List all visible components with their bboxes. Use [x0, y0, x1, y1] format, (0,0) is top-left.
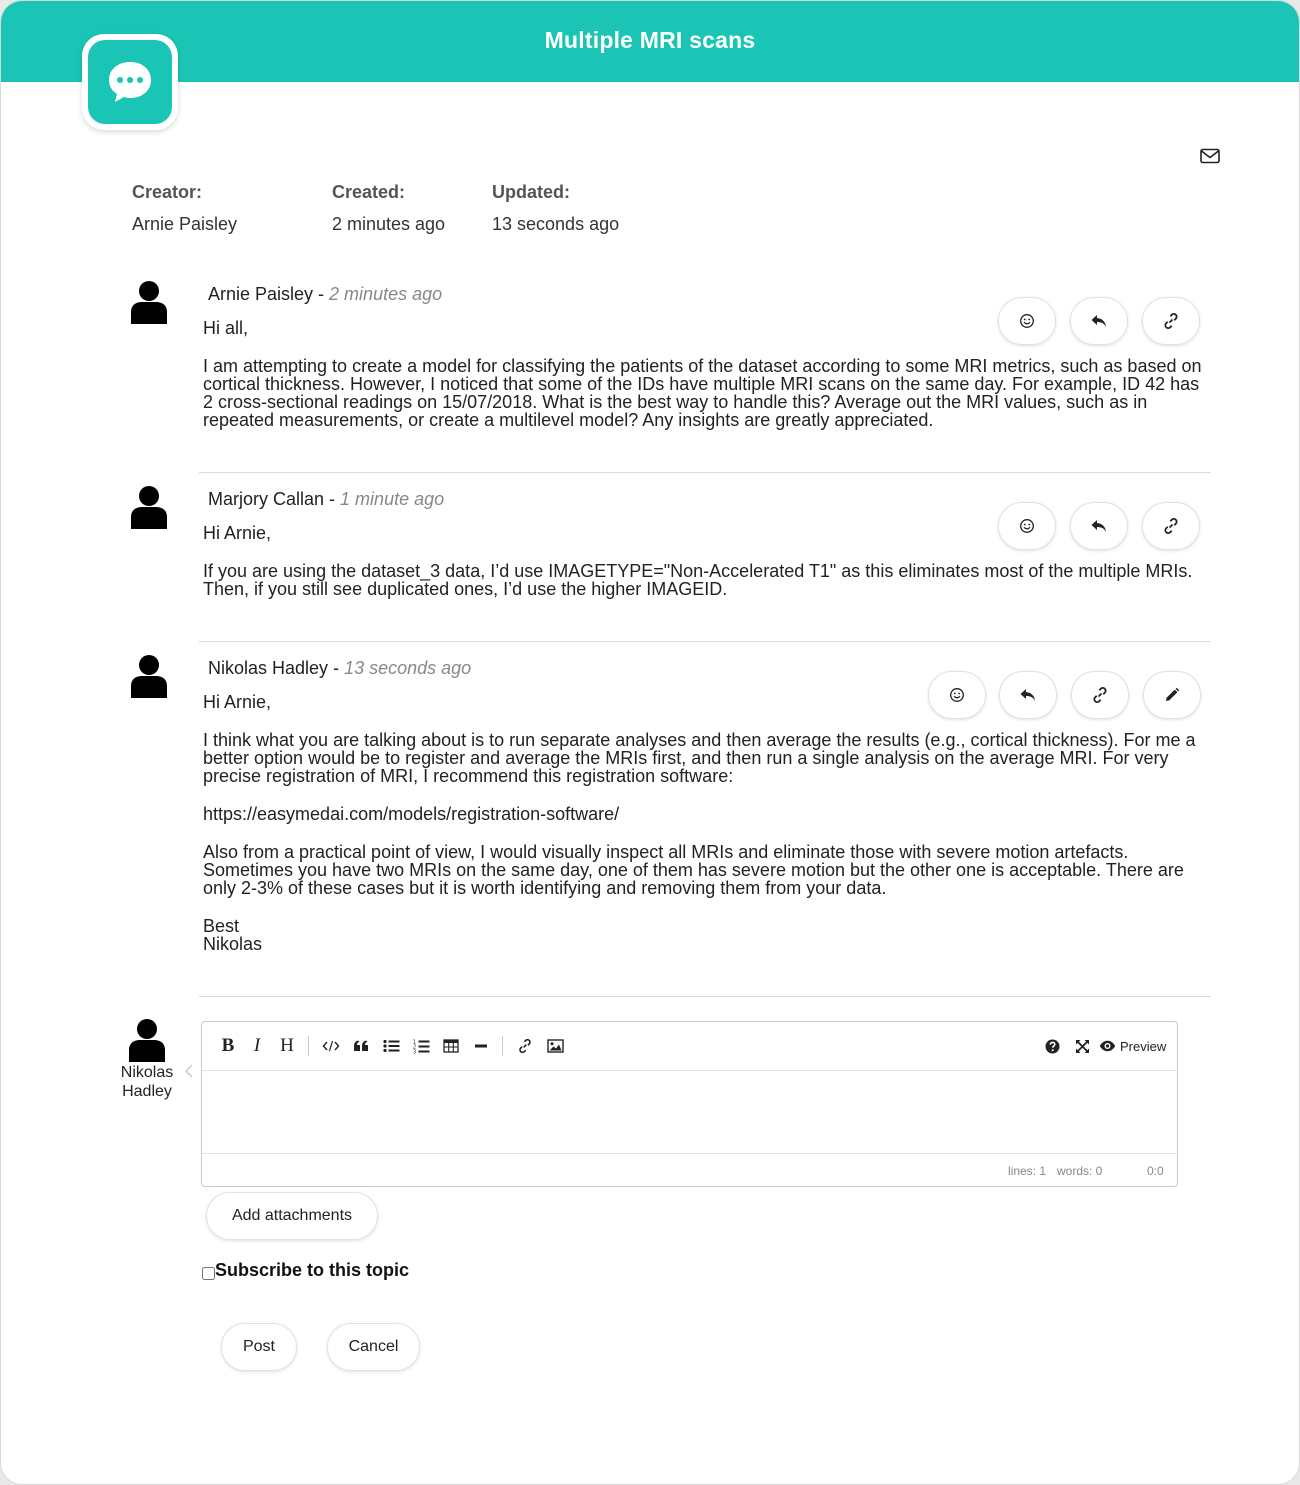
status-lines: lines: 1: [1008, 1164, 1047, 1178]
created-meta: [332, 182, 445, 235]
app-icon-frame: [82, 34, 178, 130]
post-author-line: [208, 284, 442, 305]
post-body: [203, 693, 1203, 953]
post-paragraph: If you are using the dataset_3 data, I’d use IMAGETYPE="Non-Accelerated T1" as this eliminates most of the multiple MRIs. Then, if you still see duplicated ones, I’d use the higher IMAGEID.: [203, 561, 1193, 599]
post-author-line: [208, 658, 471, 679]
reply-button[interactable]: [999, 671, 1057, 719]
bold-button[interactable]: B: [221, 1035, 235, 1056]
smiley-icon: [1019, 313, 1035, 329]
preview-button[interactable]: [1099, 1034, 1169, 1058]
numbered-list-icon: [413, 1039, 430, 1054]
smiley-icon: [949, 687, 965, 703]
table-button[interactable]: [441, 1034, 461, 1058]
minus-icon: [474, 1039, 488, 1053]
post-author-line: [208, 489, 444, 510]
editor-toolbar: [202, 1022, 1177, 1071]
post-author: Nikolas Hadley: [208, 658, 329, 678]
svg-text:2: 2: [412, 1044, 416, 1050]
topic-title: Multiple MRI scans: [544, 27, 756, 53]
link-icon: [1091, 686, 1109, 704]
current-user-name: [111, 1063, 183, 1101]
chat-bubble-icon: [88, 40, 172, 124]
updated-label: Updated:: [492, 182, 570, 202]
current-user-last-name: Hadley: [122, 1083, 172, 1100]
creator-label: Creator:: [132, 182, 203, 202]
reply-icon: [1019, 687, 1037, 703]
post-link[interactable]: https://easymedai.com/models/registration-software/: [203, 804, 620, 824]
subscribe-label[interactable]: Subscribe to this topic: [215, 1260, 410, 1280]
insert-image-button[interactable]: [545, 1034, 565, 1058]
current-user-first-name: Nikolas: [120, 1064, 174, 1081]
post-divider: [199, 641, 1211, 642]
post-paragraph: I am attempting to create a model for classifying the patients of the dataset according to some MRI metrics, such as based on cortical thickness. However, I noticed that some of the IDs have multiple MRI scans on the same day. For example, ID 42 has 2 cross-sectional readings on 15/07/2018. What is the best way to handle this? Average out the MRI values, such as in repeated measurements, or create a multilevel model? Any insights are greatly appreciated.: [203, 356, 1202, 430]
unordered-list-button[interactable]: [381, 1034, 401, 1058]
user-avatar-icon: [129, 485, 169, 529]
link-icon: [1162, 312, 1180, 330]
reply-button[interactable]: [1070, 297, 1128, 345]
cancel-label: Cancel: [348, 1338, 399, 1355]
chevron-left-icon: [184, 1063, 194, 1079]
status-words: words: 0: [1057, 1164, 1103, 1178]
add-attachments-button[interactable]: [206, 1192, 378, 1240]
question-circle-icon: [1045, 1039, 1060, 1054]
link-icon: [517, 1038, 533, 1054]
preview-label: Preview: [1120, 1038, 1167, 1054]
creator-value: Arnie Paisley: [132, 214, 238, 234]
code-button[interactable]: [321, 1034, 341, 1058]
add-attachments-label: Add attachments: [231, 1207, 353, 1224]
table-icon: [443, 1039, 459, 1053]
post-label: Post: [242, 1338, 275, 1355]
insert-link-button[interactable]: [515, 1034, 535, 1058]
user-avatar-icon: [129, 280, 169, 324]
post-paragraph: Best: [203, 916, 240, 936]
heading-button[interactable]: H: [280, 1035, 294, 1056]
topic-header: [1, 1, 1299, 82]
permalink-button[interactable]: [1071, 671, 1129, 719]
post-paragraph: Hi Arnie,: [203, 523, 272, 543]
image-icon: [547, 1039, 564, 1053]
toolbar-divider: [502, 1036, 503, 1056]
fullscreen-button[interactable]: [1072, 1034, 1092, 1058]
post-author-separator: -: [313, 284, 330, 304]
quote-button[interactable]: [351, 1034, 371, 1058]
toolbar-divider: [308, 1036, 309, 1056]
react-button[interactable]: [998, 502, 1056, 550]
react-button[interactable]: [928, 671, 986, 719]
help-button[interactable]: [1042, 1034, 1062, 1058]
post-paragraph: Hi all,: [203, 318, 249, 338]
fullscreen-icon: [1075, 1039, 1090, 1054]
post-paragraph: I think what you are talking about is to run separate analyses and then average the results (e.g., cortical thickness). For me a better option would be to register and average the MRIs first, and then run a single analysis on the average MRI. For very precise registration of MRI, I recommend this registration software:: [203, 730, 1196, 786]
svg-text:3: 3: [412, 1049, 416, 1054]
link-icon: [1162, 517, 1180, 535]
user-avatar-icon: [129, 654, 169, 698]
italic-button[interactable]: I: [253, 1035, 261, 1056]
post-time: 1 minute ago: [340, 489, 445, 509]
ordered-list-button[interactable]: [411, 1034, 431, 1058]
eye-icon: [1099, 1040, 1116, 1052]
post-body: [203, 319, 1203, 429]
status-cursor: 0:0: [1147, 1164, 1164, 1178]
created-value: 2 minutes ago: [332, 214, 446, 234]
quote-icon: [353, 1039, 369, 1053]
code-icon: [322, 1039, 340, 1053]
reply-textarea[interactable]: [202, 1071, 1177, 1153]
post-button[interactable]: [221, 1323, 297, 1371]
creator-meta: [132, 182, 237, 235]
post-time: 13 seconds ago: [344, 658, 472, 678]
reply-button[interactable]: [1070, 502, 1128, 550]
post-author-separator: -: [324, 489, 341, 509]
current-user-avatar-icon: [127, 1018, 167, 1062]
post-author: Arnie Paisley: [208, 284, 314, 304]
react-button[interactable]: [998, 297, 1056, 345]
cancel-button[interactable]: [327, 1323, 420, 1371]
editor-statusbar: [202, 1153, 1177, 1187]
pencil-icon: [1164, 687, 1180, 703]
permalink-button[interactable]: [1142, 502, 1200, 550]
horizontal-rule-button[interactable]: [471, 1034, 491, 1058]
updated-meta: [492, 182, 619, 235]
reply-icon: [1090, 313, 1108, 329]
subscribe-option: [201, 1260, 409, 1281]
svg-text:1: 1: [412, 1039, 416, 1045]
updated-value: 13 seconds ago: [492, 214, 620, 234]
markdown-editor: [201, 1021, 1178, 1187]
subscribe-checkbox[interactable]: [202, 1267, 215, 1280]
post-divider: [199, 472, 1211, 473]
post-divider: [199, 996, 1211, 997]
reply-icon: [1090, 518, 1108, 534]
post-author-separator: -: [328, 658, 345, 678]
post-paragraph: Also from a practical point of view, I would visually inspect all MRIs and eliminate those with severe motion artefacts. Sometimes you have two MRIs on the same day, one of them has severe motion but the other one is acceptable. There are only 2-3% of these cases but it is worth identifying and removing them from your data.: [203, 842, 1184, 898]
created-label: Created:: [332, 182, 406, 202]
envelope-icon[interactable]: [1200, 148, 1222, 166]
post-author: Marjory Callan: [208, 489, 325, 509]
post-paragraph: Nikolas: [203, 934, 263, 954]
post-time: 2 minutes ago: [329, 284, 443, 304]
permalink-button[interactable]: [1142, 297, 1200, 345]
post-paragraph: Hi Arnie,: [203, 692, 272, 712]
edit-button[interactable]: [1143, 671, 1201, 719]
bullet-list-icon: [383, 1039, 400, 1053]
smiley-icon: [1019, 518, 1035, 534]
